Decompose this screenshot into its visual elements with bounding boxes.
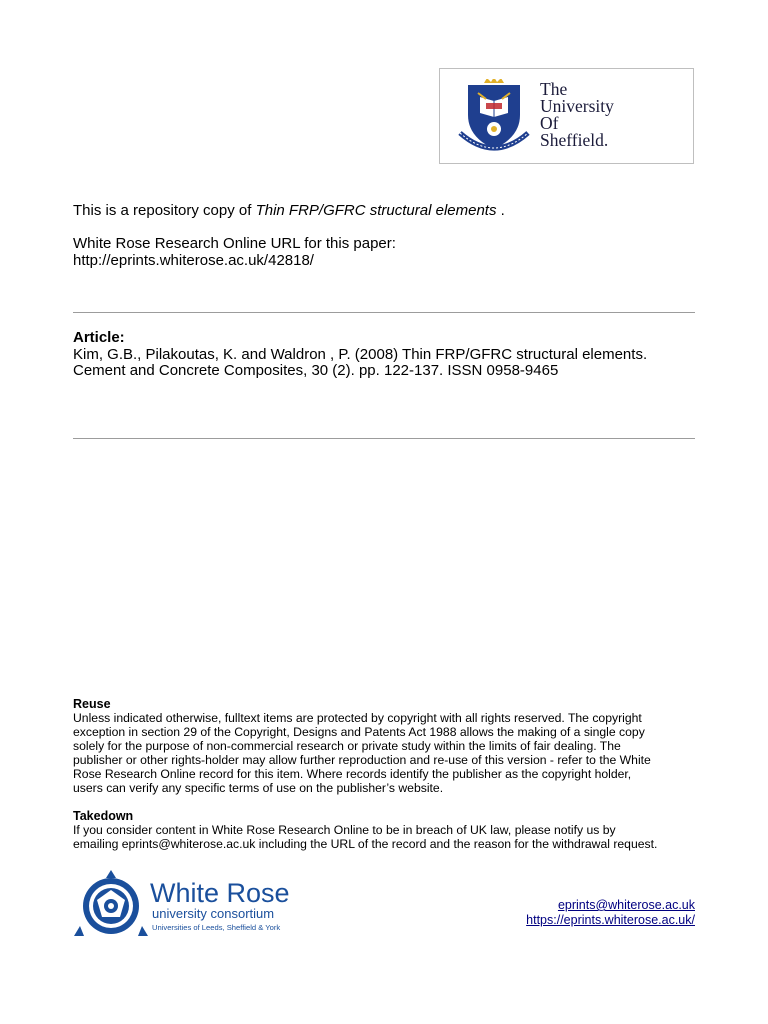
sheffield-wordmark-line: The xyxy=(540,79,568,99)
citation-line: Cement and Concrete Composites, 30 (2). pp. 122-137. ISSN 0958-9465 xyxy=(73,362,559,379)
divider-bottom xyxy=(73,438,695,439)
paper-title: Thin FRP/GFRC structural elements xyxy=(255,202,497,219)
sheffield-wordmark-line: University xyxy=(540,96,614,116)
reuse-line: Rose Research Online record for this item. Where records identify the publisher as the copyright holder, xyxy=(73,767,632,781)
contact-email-link[interactable]: eprints@whiterose.ac.uk xyxy=(557,898,695,912)
reuse-line: Unless indicated otherwise, fulltext items are protected by copyright with all rights reserved. The copyright xyxy=(73,711,642,725)
university-of-sheffield-logo xyxy=(439,68,694,164)
citation-line: Kim, G.B., Pilakoutas, K. and Waldron , P. (2008) Thin FRP/GFRC structural elements. xyxy=(73,346,648,363)
reuse-line: solely for the purpose of non-commercial research or private study within the limits of fair dealing. The xyxy=(73,739,621,753)
sheffield-wordmark-line: Of xyxy=(540,113,559,133)
url-label: White Rose Research Online URL for this paper: xyxy=(73,235,396,252)
takedown-text xyxy=(73,823,657,851)
white-rose-tagline: Universities of Leeds, Sheffield & York xyxy=(152,923,281,932)
repository-copy-line xyxy=(73,202,505,219)
reuse-text xyxy=(73,711,651,795)
white-rose-subtitle: university consortium xyxy=(152,906,275,921)
takedown-line: emailing eprints@whiterose.ac.uk including the URL of the record and the reason for the withdrawal request. xyxy=(73,837,658,851)
takedown-line: If you consider content in White Rose Research Online to be in breach of UK law, please notify us by xyxy=(73,823,616,837)
intro-prefix: This is a repository copy of xyxy=(73,202,256,219)
intro-suffix: . xyxy=(496,202,505,219)
paper-url[interactable]: http://eprints.whiterose.ac.uk/42818/ xyxy=(73,252,314,269)
eprints-website-link[interactable]: https://eprints.whiterose.ac.uk/ xyxy=(526,913,695,927)
reuse-heading: Reuse xyxy=(73,697,111,711)
reuse-line: publisher or other rights-holder may allow further reproduction and re-use of this version - refer to the White xyxy=(73,753,651,767)
takedown-heading: Takedown xyxy=(73,809,134,823)
white-rose-emblem-icon xyxy=(72,868,297,940)
sheffield-crest-icon xyxy=(456,79,532,155)
white-rose-consortium-logo xyxy=(72,868,297,940)
article-heading: Article: xyxy=(73,329,125,346)
reuse-line: users can verify any specific terms of use on the publisher’s website. xyxy=(73,781,444,795)
sheffield-wordmark xyxy=(540,81,614,149)
divider-top xyxy=(73,312,695,313)
reuse-line: exception in section 29 of the Copyright, Designs and Patents Act 1988 allows the making of a single copy xyxy=(73,725,645,739)
white-rose-title: White Rose xyxy=(150,878,290,908)
sheffield-wordmark-line: Sheffield. xyxy=(540,130,609,150)
